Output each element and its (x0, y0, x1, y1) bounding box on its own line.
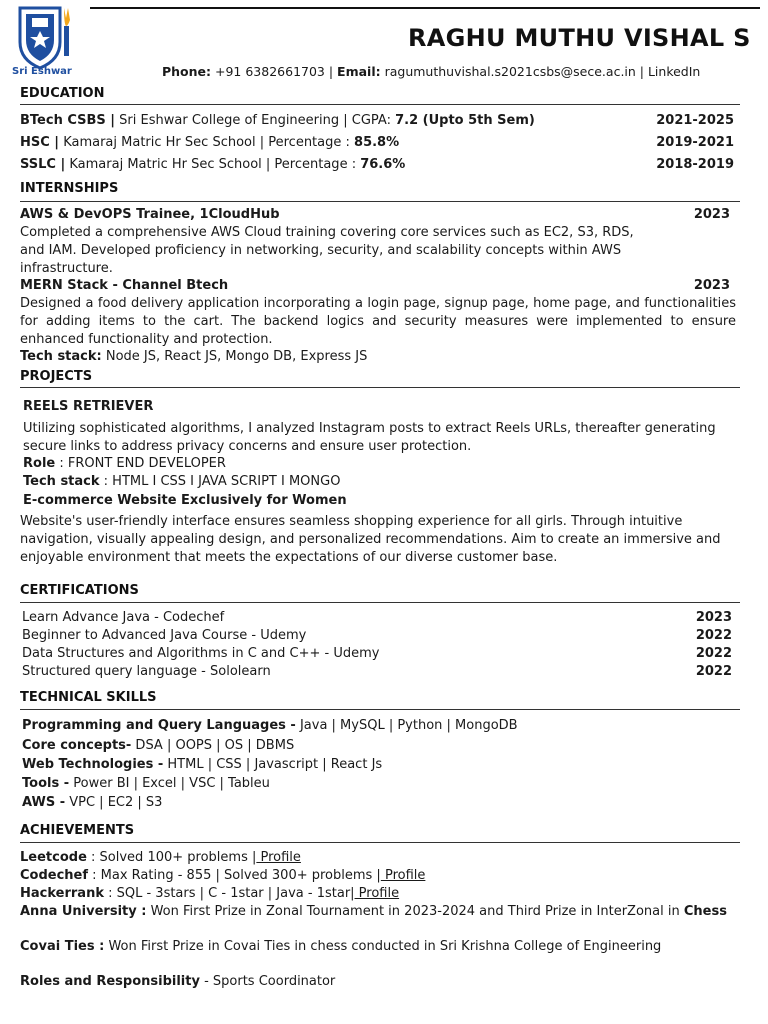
score: 7.2 (Upto 5th Sem) (395, 113, 535, 128)
certifications-heading: CERTIFICATIONS (20, 583, 139, 598)
codechef-profile-link[interactable]: Profile (380, 868, 426, 883)
education-detail: Kamaraj Matric Hr Sec School | Percentage : (59, 135, 355, 150)
achievement-text: - Sports Coordinator (199, 974, 336, 989)
email-value[interactable]: ragumuthuvishal.s2021csbs@sece.ac.in | LinkedIn (380, 64, 701, 79)
education-row (20, 113, 535, 128)
achievement-codechef (20, 868, 425, 883)
skill-row (22, 738, 294, 753)
achievement-roles (20, 974, 335, 989)
achievement-label: Covai Ties : (20, 939, 105, 954)
score: 85.8% (354, 135, 400, 150)
skill-value: VPC | EC2 | S3 (65, 795, 163, 810)
project-role (23, 456, 226, 471)
project-name: REELS RETRIEVER (23, 399, 154, 414)
skill-row (22, 757, 382, 772)
achievements-rule (20, 842, 740, 843)
hackerrank-profile-link[interactable]: Profile (354, 886, 400, 901)
phone-value: +91 6382661703 | (211, 64, 338, 79)
achievement-anna-university (20, 903, 732, 921)
skill-label: Web Technologies - (22, 757, 164, 772)
skill-label: Core concepts- (22, 738, 132, 753)
role-label: Role (23, 456, 56, 471)
certification-year: 2022 (695, 664, 732, 679)
achievement-text: : Solved 100+ problems | (86, 850, 257, 865)
skill-value: Power BI | Excel | VSC | Tableu (69, 776, 270, 791)
education-years: 2018-2019 (656, 157, 734, 172)
education-rule (20, 104, 740, 105)
education-years: 2019-2021 (656, 135, 734, 150)
tech-stack-label: Tech stack: (20, 349, 102, 364)
role-value: : FRONT END DEVELOPER (55, 456, 226, 471)
skills-rule (20, 709, 740, 710)
skill-value: DSA | OOPS | OS | DBMS (131, 738, 295, 753)
logo-caption: Sri Eshwar (12, 66, 72, 77)
internships-heading: INTERNSHIPS (20, 181, 119, 196)
achievement-text: : SQL - 3stars | C - 1star | Java - 1star| (103, 886, 355, 901)
certification-name: Structured query language - Sololearn (22, 664, 271, 679)
certification-name: Data Structures and Algorithms in C and C++ - Udemy (22, 646, 380, 661)
leetcode-profile-link[interactable]: Profile (256, 850, 301, 865)
degree: BTech CSBS | (20, 113, 116, 128)
internship-year: 2023 (693, 207, 730, 222)
education-heading: EDUCATION (20, 86, 105, 101)
tech-stack-label: Tech stack (23, 474, 100, 489)
projects-rule (20, 387, 740, 388)
certification-name: Beginner to Advanced Java Course - Udemy (22, 628, 307, 643)
projects-heading: PROJECTS (20, 369, 93, 384)
achievement-label: Roles and Responsibility (20, 974, 200, 989)
project-name: E-commerce Website Exclusively for Women (23, 493, 347, 508)
skill-label: AWS - (22, 795, 66, 810)
certification-year: 2022 (695, 628, 732, 643)
skill-value: HTML | CSS | Javascript | React Js (163, 757, 383, 772)
education-detail: Sri Eshwar College of Engineering | CGPA: (115, 113, 396, 128)
tech-stack-value: : HTML I CSS I JAVA SCRIPT I MONGO (99, 474, 341, 489)
achievement-label: Anna University : (20, 904, 147, 919)
certification-year: 2023 (695, 610, 732, 625)
achievement-highlight: Chess (683, 904, 727, 919)
skill-label: Programming and Query Languages - (22, 718, 296, 733)
contact-line (162, 64, 700, 79)
phone-label: Phone: (162, 64, 212, 79)
skill-value: Java | MySQL | Python | MongoDB (295, 718, 518, 733)
certification-name: Learn Advance Java - Codechef (22, 610, 225, 625)
internship-tech-stack (20, 349, 367, 364)
achievement-label: Hackerrank (20, 886, 104, 901)
achievement-covai-ties (20, 938, 732, 956)
internship-role: MERN Stack - Channel Btech (20, 278, 229, 293)
candidate-name: RAGHU MUTHU VISHAL S (408, 24, 751, 52)
achievement-label: Leetcode (20, 850, 87, 865)
skill-row (22, 795, 162, 810)
certification-year: 2022 (695, 646, 732, 661)
internship-role: AWS & DevOPS Trainee, 1CloudHub (20, 207, 280, 222)
internship-year: 2023 (693, 278, 730, 293)
achievement-leetcode (20, 850, 301, 865)
score: 76.6% (360, 157, 406, 172)
achievements-heading: ACHIEVEMENTS (20, 823, 135, 838)
degree: HSC | (20, 135, 60, 150)
certifications-rule (20, 602, 740, 603)
education-row (20, 157, 405, 172)
degree: SSLC | (20, 157, 66, 172)
education-years: 2021-2025 (656, 113, 734, 128)
skill-row (22, 718, 518, 733)
achievement-hackerrank (20, 886, 399, 901)
internships-rule (20, 201, 740, 202)
skill-row (22, 776, 270, 791)
internship-description: Completed a comprehensive AWS Cloud training covering core services such as EC2, S3, RDS, and IAM. Developed proficiency in networking, security, and scalability concepts within AWS infrastructure. (20, 225, 634, 276)
project-tech-stack (23, 474, 340, 489)
education-detail: Kamaraj Matric Hr Sec School | Percentage : (65, 157, 361, 172)
email-label: Email: (337, 64, 381, 79)
skills-heading: TECHNICAL SKILLS (20, 690, 157, 705)
achievement-text: Won First Prize in Covai Ties in chess conducted in Sri Krishna College of Engineering (104, 939, 662, 954)
project-description: Utilizing sophisticated algorithms, I analyzed Instagram posts to extract Reels URLs, thereafter generating secure links to address privacy concerns and ensure user protection. (23, 421, 716, 454)
skill-label: Tools - (22, 776, 70, 791)
achievement-label: Codechef (20, 868, 89, 883)
achievement-text: : Max Rating - 855 | Solved 300+ problems | (88, 868, 381, 883)
header-top-rule (90, 7, 760, 9)
tech-stack-value: Node JS, React JS, Mongo DB, Express JS (101, 349, 368, 364)
project-description: Website's user-friendly interface ensures seamless shopping experience for all girls. Through intuitive navigation, visually appealing design, and personalized recommendations. Aim to create an immersive and enjoyable environment that meets the expectations of our diverse customer base. (20, 514, 721, 565)
internship-description: Designed a food delivery application incorporating a login page, signup page, home page, and functionalities for adding items to the cart. The backend logics and security measures were implemented to ensure enhanced functionality and protection. (20, 296, 736, 347)
achievement-text: Won First Prize in Zonal Tournament in 2023-2024 and Third Prize in InterZonal in (146, 904, 684, 919)
education-row (20, 135, 399, 150)
